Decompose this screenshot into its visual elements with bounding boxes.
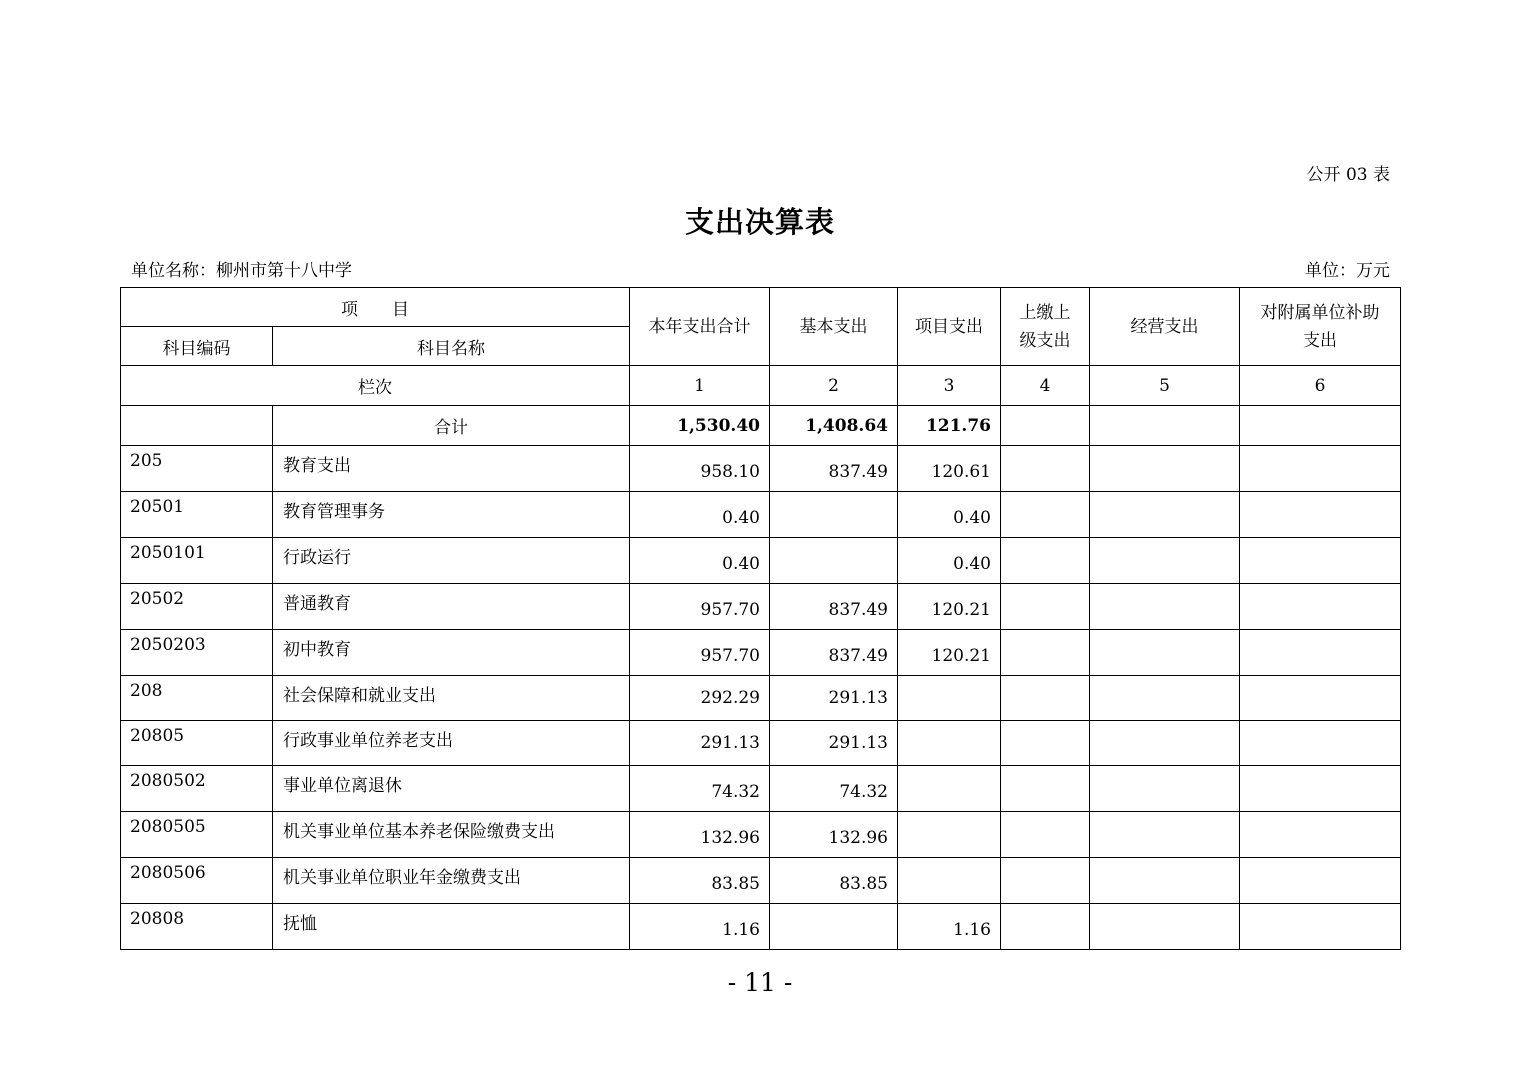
subject-name: 行政事业单位养老支出 [273, 721, 630, 766]
total-label: 合计 [273, 406, 630, 446]
amount-cell [1090, 538, 1240, 584]
amount-cell [1090, 446, 1240, 492]
amount-cell: 132.96 [770, 812, 898, 858]
subject-code: 20501 [121, 492, 273, 538]
subject-name: 行政运行 [273, 538, 630, 584]
subject-name: 教育管理事务 [273, 492, 630, 538]
expenditure-table [120, 287, 1401, 950]
subject-code: 20808 [121, 904, 273, 950]
amount-cell [1090, 721, 1240, 766]
amount-cell: 837.49 [770, 630, 898, 676]
amount-cell: 74.32 [630, 766, 770, 812]
subject-name: 抚恤 [273, 904, 630, 950]
page-number: - 11 - [727, 968, 793, 997]
table-row [121, 766, 1401, 812]
table-row [121, 492, 1401, 538]
subject-code: 2050101 [121, 538, 273, 584]
amount-cell: 291.13 [770, 676, 898, 721]
amount-cell: 837.49 [770, 446, 898, 492]
amount-cell [1001, 904, 1090, 950]
amount-cell: 957.70 [630, 584, 770, 630]
column-index-label: 栏次 [121, 366, 630, 406]
subject-code: 2050203 [121, 630, 273, 676]
table-row [121, 858, 1401, 904]
amount-cell [1240, 584, 1401, 630]
amount-cell [898, 676, 1001, 721]
amount-cell: 0.40 [898, 538, 1001, 584]
amount-cell: 837.49 [770, 584, 898, 630]
amount-cell [1001, 766, 1090, 812]
business-expenditure-header: 经营支出 [1090, 288, 1240, 366]
column-index: 6 [1240, 366, 1401, 406]
amount-cell [1001, 584, 1090, 630]
table-row [121, 904, 1401, 950]
subject-code: 20502 [121, 584, 273, 630]
table-row [121, 630, 1401, 676]
amount-cell [770, 538, 898, 584]
subject-name: 初中教育 [273, 630, 630, 676]
project-expenditure-header: 项目支出 [898, 288, 1001, 366]
subsidy-expenditure-header: 对附属单位补助 支出 [1240, 288, 1401, 366]
amount-cell: 291.13 [770, 721, 898, 766]
amount-cell: 74.32 [770, 766, 898, 812]
column-index: 1 [630, 366, 770, 406]
subject-name: 普通教育 [273, 584, 630, 630]
amount-cell: 291.13 [630, 721, 770, 766]
total-value: 121.76 [898, 406, 1001, 446]
subject-code: 205 [121, 446, 273, 492]
amount-cell [898, 858, 1001, 904]
amount-cell: 0.40 [630, 492, 770, 538]
table-row [121, 676, 1401, 721]
amount-cell [1001, 858, 1090, 904]
amount-cell [1240, 630, 1401, 676]
total-code-cell [121, 406, 273, 446]
amount-cell [1090, 812, 1240, 858]
amount-cell [1001, 630, 1090, 676]
amount-cell: 83.85 [630, 858, 770, 904]
subject-code: 208 [121, 676, 273, 721]
name-header: 科目名称 [273, 327, 630, 366]
header-row-1 [121, 288, 1401, 327]
unit-measure: 单位：万元 [1305, 261, 1390, 281]
column-index-row [121, 366, 1401, 406]
amount-cell [770, 904, 898, 950]
amount-cell: 957.70 [630, 630, 770, 676]
upper-remittance-header: 上缴上 级支出 [1001, 288, 1090, 366]
amount-cell [1001, 812, 1090, 858]
item-header: 项 目 [121, 288, 630, 327]
subject-code: 2080505 [121, 812, 273, 858]
amount-cell [1240, 904, 1401, 950]
column-index: 3 [898, 366, 1001, 406]
unit-name: 单位名称：柳州市第十八中学 [131, 261, 352, 281]
code-header: 科目编码 [121, 327, 273, 366]
amount-cell [1090, 492, 1240, 538]
total-value: 1,530.40 [630, 406, 770, 446]
subject-name: 事业单位离退休 [273, 766, 630, 812]
amount-cell: 0.40 [898, 492, 1001, 538]
amount-cell: 1.16 [630, 904, 770, 950]
subject-name: 机关事业单位基本养老保险缴费支出 [273, 812, 630, 858]
total-row [121, 406, 1401, 446]
amount-cell [1240, 766, 1401, 812]
amount-cell [1240, 538, 1401, 584]
amount-cell [1090, 766, 1240, 812]
basic-expenditure-header: 基本支出 [770, 288, 898, 366]
amount-cell: 958.10 [630, 446, 770, 492]
amount-cell [1001, 446, 1090, 492]
column-index: 4 [1001, 366, 1090, 406]
table-row [121, 721, 1401, 766]
amount-cell [898, 812, 1001, 858]
table-row [121, 538, 1401, 584]
table-row [121, 812, 1401, 858]
table-row [121, 446, 1401, 492]
table-row [121, 584, 1401, 630]
amount-cell: 292.29 [630, 676, 770, 721]
column-index: 2 [770, 366, 898, 406]
subject-code: 2080502 [121, 766, 273, 812]
amount-cell: 83.85 [770, 858, 898, 904]
amount-cell [1090, 630, 1240, 676]
subject-name: 教育支出 [273, 446, 630, 492]
amount-cell: 1.16 [898, 904, 1001, 950]
amount-cell [1001, 676, 1090, 721]
amount-cell: 132.96 [630, 812, 770, 858]
subject-code: 20805 [121, 721, 273, 766]
subject-name: 机关事业单位职业年金缴费支出 [273, 858, 630, 904]
amount-cell [1090, 904, 1240, 950]
amount-cell [898, 766, 1001, 812]
amount-cell [898, 721, 1001, 766]
amount-cell: 120.61 [898, 446, 1001, 492]
amount-cell [1001, 538, 1090, 584]
subject-code: 2080506 [121, 858, 273, 904]
amount-cell: 120.21 [898, 630, 1001, 676]
amount-cell: 0.40 [630, 538, 770, 584]
total-expenditure-header: 本年支出合计 [630, 288, 770, 366]
amount-cell [1240, 446, 1401, 492]
amount-cell [1240, 858, 1401, 904]
amount-cell [1090, 676, 1240, 721]
amount-cell: 120.21 [898, 584, 1001, 630]
amount-cell [1001, 721, 1090, 766]
total-value: 1,408.64 [770, 406, 898, 446]
amount-cell [1090, 858, 1240, 904]
total-value [1090, 406, 1240, 446]
total-value [1001, 406, 1090, 446]
form-code: 公开 03 表 [1306, 165, 1390, 185]
document-title: 支出决算表 [684, 205, 835, 239]
column-index: 5 [1090, 366, 1240, 406]
amount-cell [1001, 492, 1090, 538]
amount-cell [1240, 492, 1401, 538]
amount-cell [770, 492, 898, 538]
subject-name: 社会保障和就业支出 [273, 676, 630, 721]
amount-cell [1090, 584, 1240, 630]
amount-cell [1240, 676, 1401, 721]
amount-cell [1240, 721, 1401, 766]
total-value [1240, 406, 1401, 446]
amount-cell [1240, 812, 1401, 858]
